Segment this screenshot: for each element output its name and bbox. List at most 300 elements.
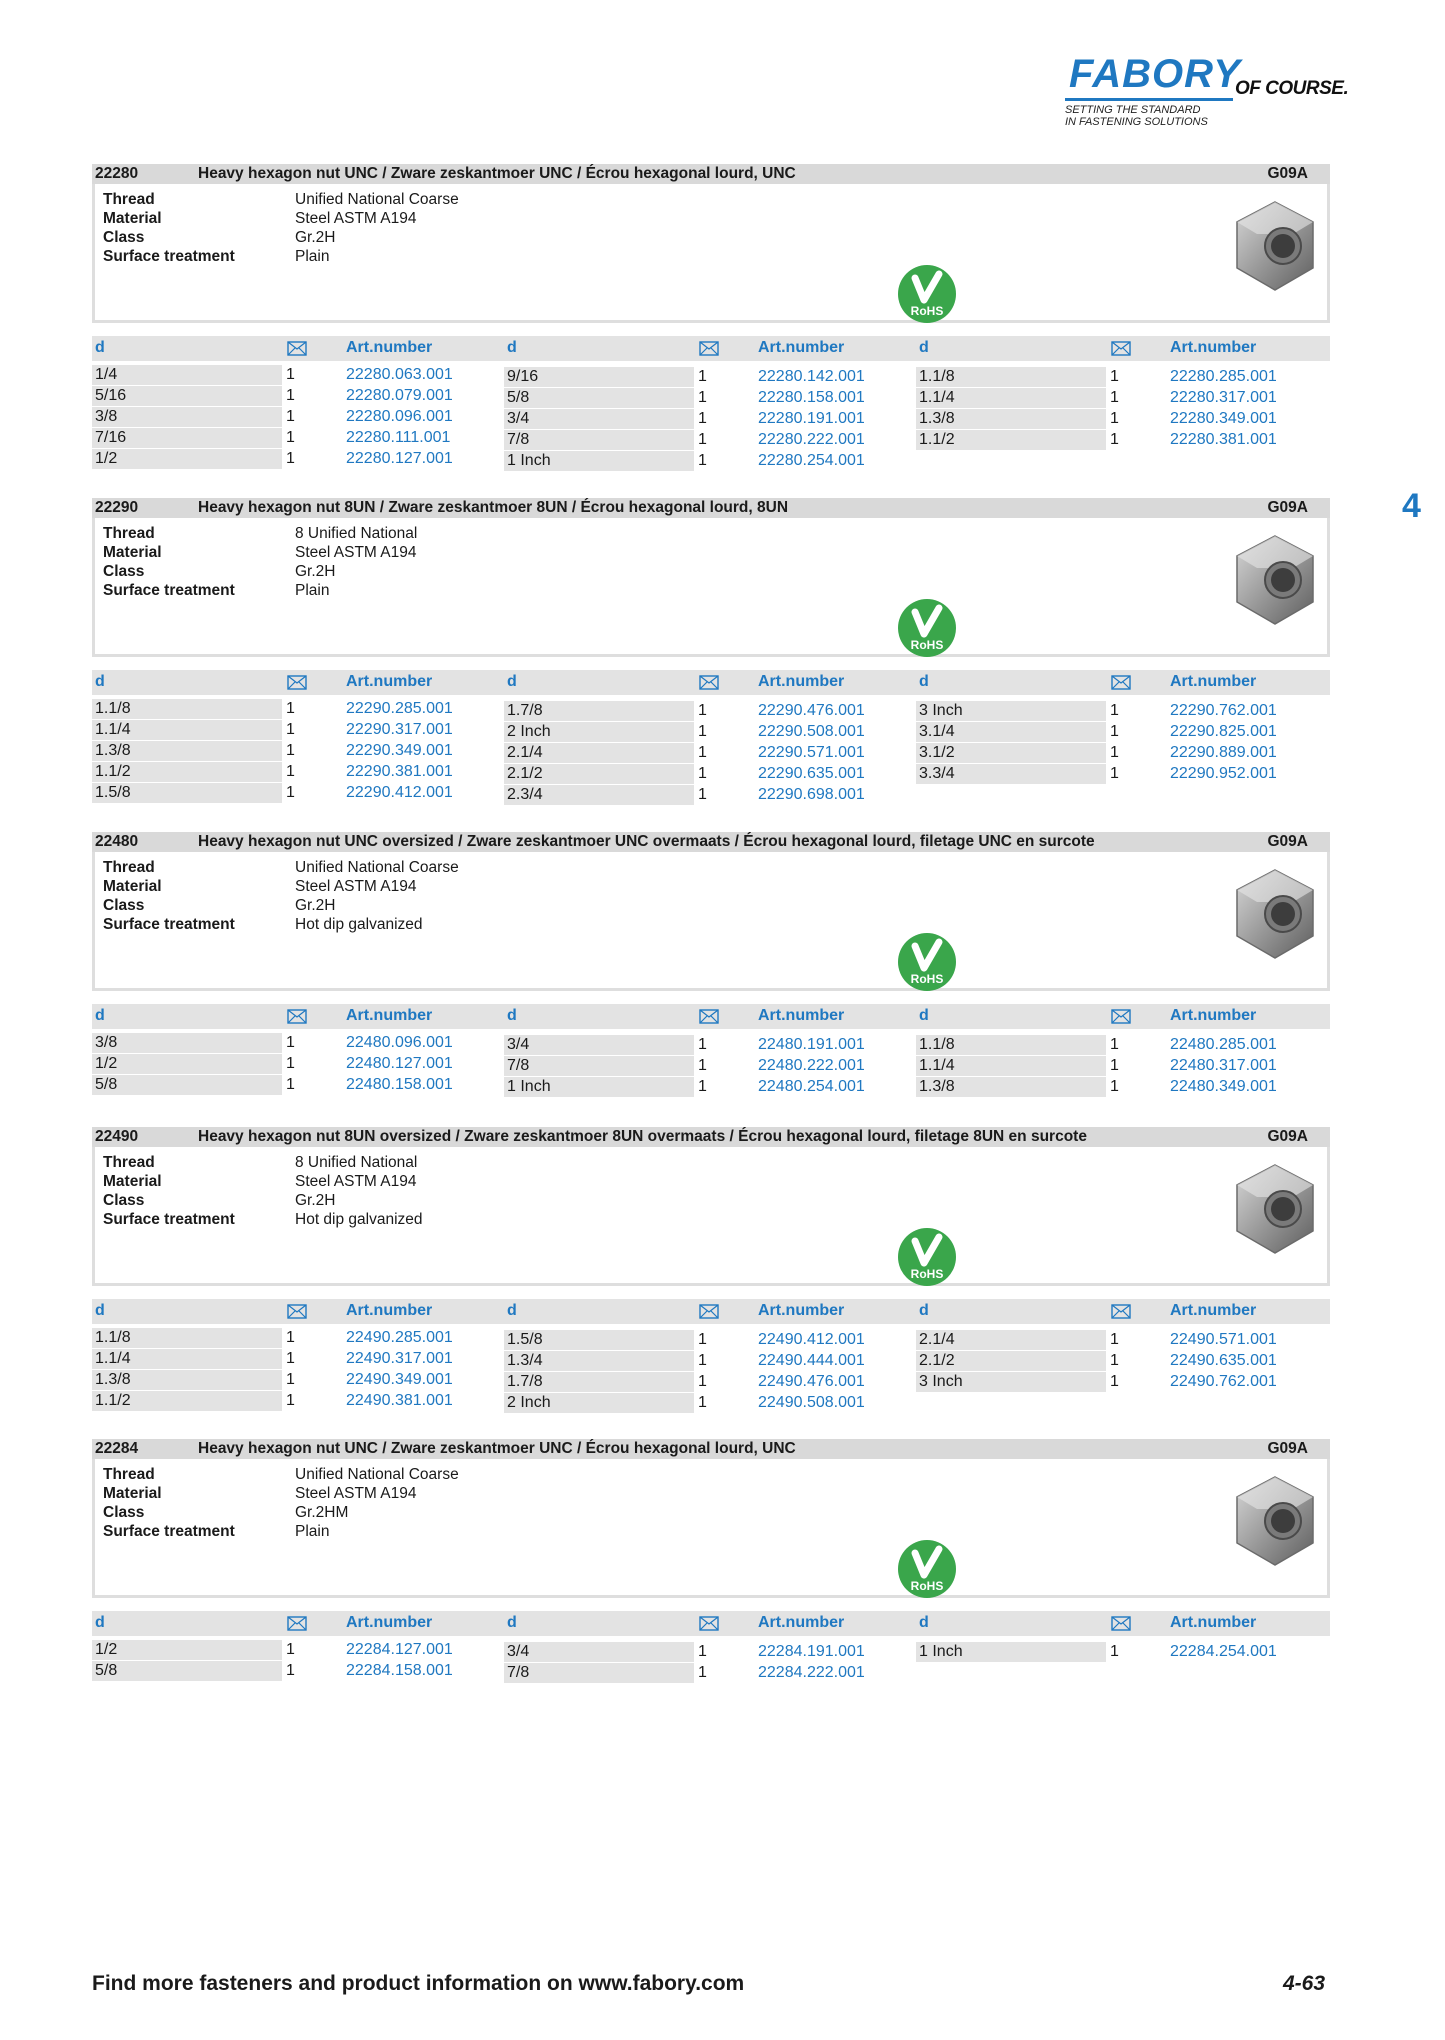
quantity-cell: 1 xyxy=(1110,765,1119,782)
quantity-cell: 1 xyxy=(1110,1373,1119,1390)
column-header-art-number: Art.number xyxy=(758,1302,845,1319)
page-number: 4-63 xyxy=(1283,1972,1326,1995)
size-cell: 1.1/2 xyxy=(916,430,1106,450)
quantity-cell: 1 xyxy=(698,389,707,406)
quantity-cell: 1 xyxy=(286,1034,295,1051)
quantity-cell: 1 xyxy=(286,1055,295,1072)
spec-value: Unified National Coarse xyxy=(295,859,459,876)
column-header-art-number: Art.number xyxy=(758,339,845,356)
column-header-art-number: Art.number xyxy=(346,1007,433,1024)
envelope-icon xyxy=(287,1304,307,1319)
column-header-art-number: Art.number xyxy=(758,673,845,690)
column-header-d: d xyxy=(919,673,929,690)
article-number-link[interactable]: 22280.349.001 xyxy=(1170,410,1277,427)
quantity-cell: 1 xyxy=(1110,1036,1119,1053)
article-number-link[interactable]: 22490.381.001 xyxy=(346,1392,453,1409)
article-number-link[interactable]: 22284.158.001 xyxy=(346,1662,453,1679)
article-number-link[interactable]: 22490.635.001 xyxy=(1170,1352,1277,1369)
column-header-art-number: Art.number xyxy=(1170,1007,1257,1024)
size-cell: 1 Inch xyxy=(916,1642,1106,1662)
article-number-link[interactable]: 22480.191.001 xyxy=(758,1036,865,1053)
size-cell: 5/8 xyxy=(92,1661,282,1681)
column-header-d: d xyxy=(507,673,517,690)
size-cell: 1.7/8 xyxy=(504,1372,694,1392)
quantity-cell: 1 xyxy=(698,765,707,782)
size-cell: 2 Inch xyxy=(504,1393,694,1413)
size-cell: 1.1/8 xyxy=(92,699,282,719)
table-body xyxy=(92,1640,1330,1686)
article-number-link[interactable]: 22280.063.001 xyxy=(346,366,453,383)
spec-value: 8 Unified National xyxy=(295,525,418,542)
size-cell: 5/8 xyxy=(504,388,694,408)
quantity-cell: 1 xyxy=(698,452,707,469)
size-cell: 5/16 xyxy=(92,386,282,406)
size-cell: 1.3/8 xyxy=(92,1370,282,1390)
spec-value: Gr.2H xyxy=(295,1192,336,1209)
spec-box xyxy=(92,1459,1330,1598)
spec-label: Material xyxy=(103,1173,162,1190)
size-cell: 1/2 xyxy=(92,1640,282,1660)
quantity-cell: 1 xyxy=(698,1057,707,1074)
footer-text[interactable]: Find more fasteners and product information on www.fabory.com xyxy=(92,1972,745,1995)
svg-text:RoHS: RoHS xyxy=(910,972,944,986)
quantity-cell: 1 xyxy=(1110,1057,1119,1074)
spec-value: 8 Unified National xyxy=(295,1154,418,1171)
column-header-art-number: Art.number xyxy=(1170,1302,1257,1319)
article-number-link[interactable]: 22284.127.001 xyxy=(346,1641,453,1658)
quantity-cell: 1 xyxy=(1110,389,1119,406)
column-header-d: d xyxy=(95,1007,105,1024)
quantity-cell: 1 xyxy=(286,784,295,801)
product-section-22284 xyxy=(92,1439,1330,1686)
size-cell: 3/4 xyxy=(504,1035,694,1055)
quantity-cell: 1 xyxy=(1110,431,1119,448)
size-cell: 3.1/4 xyxy=(916,722,1106,742)
section-header xyxy=(92,498,1330,518)
article-number-link[interactable]: 22480.127.001 xyxy=(346,1055,453,1072)
spec-box xyxy=(92,518,1330,657)
size-cell: 3.1/2 xyxy=(916,743,1106,763)
article-number-link[interactable]: 22490.508.001 xyxy=(758,1394,865,1411)
article-number-link[interactable]: 22480.096.001 xyxy=(346,1034,453,1051)
size-cell: 1.1/8 xyxy=(916,367,1106,387)
column-header-d: d xyxy=(95,1614,105,1631)
hex-nut-icon xyxy=(1231,198,1319,294)
article-number-link[interactable]: 22490.412.001 xyxy=(758,1331,865,1348)
article-number-link[interactable]: 22290.476.001 xyxy=(758,702,865,719)
envelope-icon xyxy=(699,1304,719,1319)
quantity-cell: 1 xyxy=(1110,1643,1119,1660)
section-header xyxy=(92,164,1330,184)
quantity-cell: 1 xyxy=(286,700,295,717)
size-cell: 3/4 xyxy=(504,1642,694,1662)
size-cell: 1.3/8 xyxy=(916,409,1106,429)
quantity-cell: 1 xyxy=(698,1078,707,1095)
section-title: Heavy hexagon nut UNC oversized / Zware zeskantmoer UNC overmaats / Écrou hexagonal lourd, filetage UNC en surcote xyxy=(198,833,1095,850)
column-header-d: d xyxy=(507,1302,517,1319)
spec-label: Thread xyxy=(103,191,155,208)
column-header-d: d xyxy=(95,673,105,690)
size-cell: 9/16 xyxy=(504,367,694,387)
size-cell: 1.3/8 xyxy=(916,1077,1106,1097)
column-header-d: d xyxy=(919,339,929,356)
spec-label: Material xyxy=(103,544,162,561)
spec-label: Material xyxy=(103,1485,162,1502)
spec-label: Class xyxy=(103,229,145,246)
envelope-icon xyxy=(287,1009,307,1024)
size-cell: 1.1/4 xyxy=(92,1349,282,1369)
size-cell: 1.3/4 xyxy=(504,1351,694,1371)
article-number-link[interactable]: 22290.825.001 xyxy=(1170,723,1277,740)
spec-box xyxy=(92,852,1330,991)
article-number-link[interactable]: 22284.222.001 xyxy=(758,1664,865,1681)
table-body xyxy=(92,365,1330,474)
product-section-22280 xyxy=(92,164,1330,474)
article-number-link[interactable]: 22490.762.001 xyxy=(1170,1373,1277,1390)
quantity-cell: 1 xyxy=(698,702,707,719)
size-cell: 1.1/4 xyxy=(92,720,282,740)
size-cell: 7/8 xyxy=(504,1663,694,1683)
envelope-icon xyxy=(1111,341,1131,356)
product-section-22290 xyxy=(92,498,1330,808)
table-body xyxy=(92,699,1330,808)
article-number-link[interactable]: 22280.191.001 xyxy=(758,410,865,427)
column-header-d: d xyxy=(919,1007,929,1024)
size-cell: 1/2 xyxy=(92,449,282,469)
size-cell: 3/4 xyxy=(504,409,694,429)
article-number-link[interactable]: 22490.444.001 xyxy=(758,1352,865,1369)
article-number-link[interactable]: 22290.412.001 xyxy=(346,784,453,801)
table-body xyxy=(92,1328,1330,1416)
article-number-link[interactable]: 22490.476.001 xyxy=(758,1373,865,1390)
spec-label: Thread xyxy=(103,1466,155,1483)
section-reference: G09A xyxy=(1267,833,1308,850)
column-header-art-number: Art.number xyxy=(1170,1614,1257,1631)
article-number-link[interactable]: 22290.889.001 xyxy=(1170,744,1277,761)
spec-value: Gr.2H xyxy=(295,563,336,580)
size-cell: 1.3/8 xyxy=(92,741,282,761)
envelope-icon xyxy=(699,1009,719,1024)
quantity-cell: 1 xyxy=(698,1643,707,1660)
quantity-cell: 1 xyxy=(286,450,295,467)
article-number-link[interactable]: 22480.222.001 xyxy=(758,1057,865,1074)
quantity-cell: 1 xyxy=(286,763,295,780)
envelope-icon xyxy=(699,1616,719,1631)
spec-value: Plain xyxy=(295,248,330,265)
section-reference: G09A xyxy=(1267,1128,1308,1145)
envelope-icon xyxy=(287,341,307,356)
hex-nut-icon xyxy=(1231,532,1319,628)
size-cell: 3 Inch xyxy=(916,701,1106,721)
svg-text:RoHS: RoHS xyxy=(910,304,944,318)
article-number-link[interactable]: 22280.158.001 xyxy=(758,389,865,406)
table-header xyxy=(92,1611,1330,1636)
table-header xyxy=(92,336,1330,361)
article-number-link[interactable]: 22284.254.001 xyxy=(1170,1643,1277,1660)
size-cell: 3/8 xyxy=(92,1033,282,1053)
quantity-cell: 1 xyxy=(286,1662,295,1679)
envelope-icon xyxy=(1111,1304,1131,1319)
spec-value: Gr.2H xyxy=(295,897,336,914)
spec-label: Surface treatment xyxy=(103,1523,235,1540)
quantity-cell: 1 xyxy=(286,1350,295,1367)
size-cell: 1 Inch xyxy=(504,451,694,471)
rohs-icon xyxy=(897,264,957,324)
size-cell: 2 Inch xyxy=(504,722,694,742)
spec-label: Class xyxy=(103,1504,145,1521)
quantity-cell: 1 xyxy=(286,1392,295,1409)
quantity-cell: 1 xyxy=(1110,1078,1119,1095)
column-header-d: d xyxy=(95,1302,105,1319)
section-reference: G09A xyxy=(1267,499,1308,516)
spec-box xyxy=(92,1147,1330,1286)
section-reference: G09A xyxy=(1267,165,1308,182)
article-number-link[interactable]: 22480.317.001 xyxy=(1170,1057,1277,1074)
article-number-link[interactable]: 22290.285.001 xyxy=(346,700,453,717)
envelope-icon xyxy=(287,675,307,690)
article-number-link[interactable]: 22280.254.001 xyxy=(758,452,865,469)
size-cell: 3 Inch xyxy=(916,1372,1106,1392)
section-header xyxy=(92,1439,1330,1459)
rohs-icon xyxy=(897,1227,957,1287)
quantity-cell: 1 xyxy=(698,431,707,448)
table-header xyxy=(92,1299,1330,1324)
hex-nut-icon xyxy=(1231,1161,1319,1257)
article-number-link[interactable]: 22280.142.001 xyxy=(758,368,865,385)
brand-slogan-line2: IN FASTENING SOLUTIONS xyxy=(1065,116,1208,128)
article-number-link[interactable]: 22280.285.001 xyxy=(1170,368,1277,385)
article-number-link[interactable]: 22280.317.001 xyxy=(1170,389,1277,406)
spec-value: Hot dip galvanized xyxy=(295,916,423,933)
spec-value: Steel ASTM A194 xyxy=(295,544,417,561)
size-cell: 1.1/2 xyxy=(92,762,282,782)
rohs-icon xyxy=(897,1539,957,1599)
spec-label: Thread xyxy=(103,859,155,876)
svg-text:RoHS: RoHS xyxy=(910,1579,944,1593)
spec-label: Thread xyxy=(103,1154,155,1171)
article-number-link[interactable]: 22290.762.001 xyxy=(1170,702,1277,719)
quantity-cell: 1 xyxy=(286,1076,295,1093)
spec-label: Class xyxy=(103,1192,145,1209)
section-code: 22480 xyxy=(95,833,139,850)
column-header-art-number: Art.number xyxy=(758,1614,845,1631)
quantity-cell: 1 xyxy=(1110,410,1119,427)
article-number-link[interactable]: 22290.635.001 xyxy=(758,765,865,782)
column-header-d: d xyxy=(507,1007,517,1024)
spec-value: Steel ASTM A194 xyxy=(295,878,417,895)
section-header xyxy=(92,1127,1330,1147)
quantity-cell: 1 xyxy=(286,742,295,759)
envelope-icon xyxy=(1111,1616,1131,1631)
article-number-link[interactable]: 22490.285.001 xyxy=(346,1329,453,1346)
size-cell: 1.5/8 xyxy=(504,1330,694,1350)
column-header-d: d xyxy=(95,339,105,356)
quantity-cell: 1 xyxy=(286,387,295,404)
spec-value: Gr.2H xyxy=(295,229,336,246)
svg-text:RoHS: RoHS xyxy=(910,638,944,652)
article-number-link[interactable]: 22290.571.001 xyxy=(758,744,865,761)
article-number-link[interactable]: 22290.317.001 xyxy=(346,721,453,738)
brand-slogan xyxy=(1065,104,1265,128)
product-section-22490 xyxy=(92,1127,1330,1416)
envelope-icon xyxy=(287,1616,307,1631)
spec-box xyxy=(92,184,1330,323)
article-number-link[interactable]: 22280.079.001 xyxy=(346,387,453,404)
size-cell: 2.1/4 xyxy=(916,1330,1106,1350)
quantity-cell: 1 xyxy=(1110,702,1119,719)
article-number-link[interactable]: 22280.222.001 xyxy=(758,431,865,448)
envelope-icon xyxy=(1111,1009,1131,1024)
quantity-cell: 1 xyxy=(698,744,707,761)
hex-nut-icon xyxy=(1231,1473,1319,1569)
brand-slogan-line1: SETTING THE STANDARD xyxy=(1065,104,1201,116)
section-header xyxy=(92,832,1330,852)
article-number-link[interactable]: 22480.349.001 xyxy=(1170,1078,1277,1095)
quantity-cell: 1 xyxy=(698,1394,707,1411)
quantity-cell: 1 xyxy=(286,1329,295,1346)
spec-value: Plain xyxy=(295,1523,330,1540)
column-header-d: d xyxy=(919,1614,929,1631)
table-header xyxy=(92,1004,1330,1029)
table-header xyxy=(92,670,1330,695)
column-header-d: d xyxy=(507,339,517,356)
quantity-cell: 1 xyxy=(1110,1331,1119,1348)
article-number-link[interactable]: 22490.571.001 xyxy=(1170,1331,1277,1348)
size-cell: 1.1/4 xyxy=(916,1056,1106,1076)
section-title: Heavy hexagon nut 8UN oversized / Zware zeskantmoer 8UN overmaats / Écrou hexagonal lourd, filetage 8UN en surcote xyxy=(198,1128,1087,1145)
spec-label: Surface treatment xyxy=(103,248,235,265)
brand-name: FABORY xyxy=(1069,52,1241,96)
article-number-link[interactable]: 22284.191.001 xyxy=(758,1643,865,1660)
size-cell: 1/2 xyxy=(92,1054,282,1074)
section-reference: G09A xyxy=(1267,1440,1308,1457)
article-number-link[interactable]: 22490.349.001 xyxy=(346,1371,453,1388)
spec-label: Thread xyxy=(103,525,155,542)
quantity-cell: 1 xyxy=(698,1352,707,1369)
column-header-art-number: Art.number xyxy=(1170,673,1257,690)
chapter-tab: 4 xyxy=(1402,487,1421,525)
rohs-icon xyxy=(897,598,957,658)
size-cell: 1/4 xyxy=(92,365,282,385)
logo-underline xyxy=(1065,98,1233,101)
size-cell: 2.1/2 xyxy=(504,764,694,784)
section-code: 22290 xyxy=(95,499,139,516)
spec-value: Gr.2HM xyxy=(295,1504,349,1521)
quantity-cell: 1 xyxy=(698,1373,707,1390)
spec-value: Steel ASTM A194 xyxy=(295,210,417,227)
spec-value: Steel ASTM A194 xyxy=(295,1173,417,1190)
quantity-cell: 1 xyxy=(1110,723,1119,740)
column-header-art-number: Art.number xyxy=(1170,339,1257,356)
article-number-link[interactable]: 22290.698.001 xyxy=(758,786,865,803)
section-code: 22280 xyxy=(95,165,139,182)
quantity-cell: 1 xyxy=(1110,744,1119,761)
article-number-link[interactable]: 22290.952.001 xyxy=(1170,765,1277,782)
envelope-icon xyxy=(699,675,719,690)
quantity-cell: 1 xyxy=(286,721,295,738)
svg-text:RoHS: RoHS xyxy=(910,1267,944,1281)
spec-value: Hot dip galvanized xyxy=(295,1211,423,1228)
column-header-d: d xyxy=(507,1614,517,1631)
article-number-link[interactable]: 22290.381.001 xyxy=(346,763,453,780)
quantity-cell: 1 xyxy=(698,1331,707,1348)
column-header-art-number: Art.number xyxy=(758,1007,845,1024)
article-number-link[interactable]: 22480.158.001 xyxy=(346,1076,453,1093)
product-section-22480 xyxy=(92,832,1330,1100)
article-number-link[interactable]: 22480.254.001 xyxy=(758,1078,865,1095)
quantity-cell: 1 xyxy=(1110,1352,1119,1369)
size-cell: 7/8 xyxy=(504,1056,694,1076)
column-header-art-number: Art.number xyxy=(346,1302,433,1319)
article-number-link[interactable]: 22280.111.001 xyxy=(346,429,451,446)
quantity-cell: 1 xyxy=(698,723,707,740)
spec-label: Surface treatment xyxy=(103,1211,235,1228)
section-title: Heavy hexagon nut 8UN / Zware zeskantmoer 8UN / Écrou hexagonal lourd, 8UN xyxy=(198,499,789,516)
size-cell: 1.5/8 xyxy=(92,783,282,803)
section-title: Heavy hexagon nut UNC / Zware zeskantmoer UNC / Écrou hexagonal lourd, UNC xyxy=(198,1440,796,1457)
size-cell: 7/8 xyxy=(504,430,694,450)
spec-label: Class xyxy=(103,897,145,914)
size-cell: 1.1/8 xyxy=(92,1328,282,1348)
size-cell: 2.3/4 xyxy=(504,785,694,805)
size-cell: 1.1/8 xyxy=(916,1035,1106,1055)
article-number-link[interactable]: 22490.317.001 xyxy=(346,1350,453,1367)
spec-value: Unified National Coarse xyxy=(295,1466,459,1483)
spec-value: Plain xyxy=(295,582,330,599)
column-header-art-number: Art.number xyxy=(346,1614,433,1631)
spec-label: Material xyxy=(103,210,162,227)
size-cell: 1.1/2 xyxy=(92,1391,282,1411)
quantity-cell: 1 xyxy=(698,1664,707,1681)
article-number-link[interactable]: 22280.381.001 xyxy=(1170,431,1277,448)
size-cell: 1 Inch xyxy=(504,1077,694,1097)
size-cell: 2.1/4 xyxy=(504,743,694,763)
rohs-icon xyxy=(897,932,957,992)
fabory-logo xyxy=(1055,52,1355,142)
column-header-d: d xyxy=(919,1302,929,1319)
hex-nut-icon xyxy=(1231,866,1319,962)
spec-value: Unified National Coarse xyxy=(295,191,459,208)
article-number-link[interactable]: 22280.096.001 xyxy=(346,408,453,425)
spec-label: Class xyxy=(103,563,145,580)
article-number-link[interactable]: 22290.508.001 xyxy=(758,723,865,740)
spec-label: Surface treatment xyxy=(103,916,235,933)
quantity-cell: 1 xyxy=(286,366,295,383)
size-cell: 5/8 xyxy=(92,1075,282,1095)
quantity-cell: 1 xyxy=(286,429,295,446)
article-number-link[interactable]: 22280.127.001 xyxy=(346,450,453,467)
section-code: 22490 xyxy=(95,1128,139,1145)
column-header-art-number: Art.number xyxy=(346,339,433,356)
size-cell: 1.1/4 xyxy=(916,388,1106,408)
quantity-cell: 1 xyxy=(286,408,295,425)
quantity-cell: 1 xyxy=(698,786,707,803)
envelope-icon xyxy=(699,341,719,356)
article-number-link[interactable]: 22480.285.001 xyxy=(1170,1036,1277,1053)
size-cell: 3/8 xyxy=(92,407,282,427)
size-cell: 1.7/8 xyxy=(504,701,694,721)
size-cell: 3.3/4 xyxy=(916,764,1106,784)
quantity-cell: 1 xyxy=(286,1641,295,1658)
quantity-cell: 1 xyxy=(1110,368,1119,385)
quantity-cell: 1 xyxy=(698,1036,707,1053)
column-header-art-number: Art.number xyxy=(346,673,433,690)
section-title: Heavy hexagon nut UNC / Zware zeskantmoer UNC / Écrou hexagonal lourd, UNC xyxy=(198,165,796,182)
article-number-link[interactable]: 22290.349.001 xyxy=(346,742,453,759)
brand-tagline-suffix: OF COURSE. xyxy=(1235,78,1349,99)
quantity-cell: 1 xyxy=(286,1371,295,1388)
size-cell: 2.1/2 xyxy=(916,1351,1106,1371)
